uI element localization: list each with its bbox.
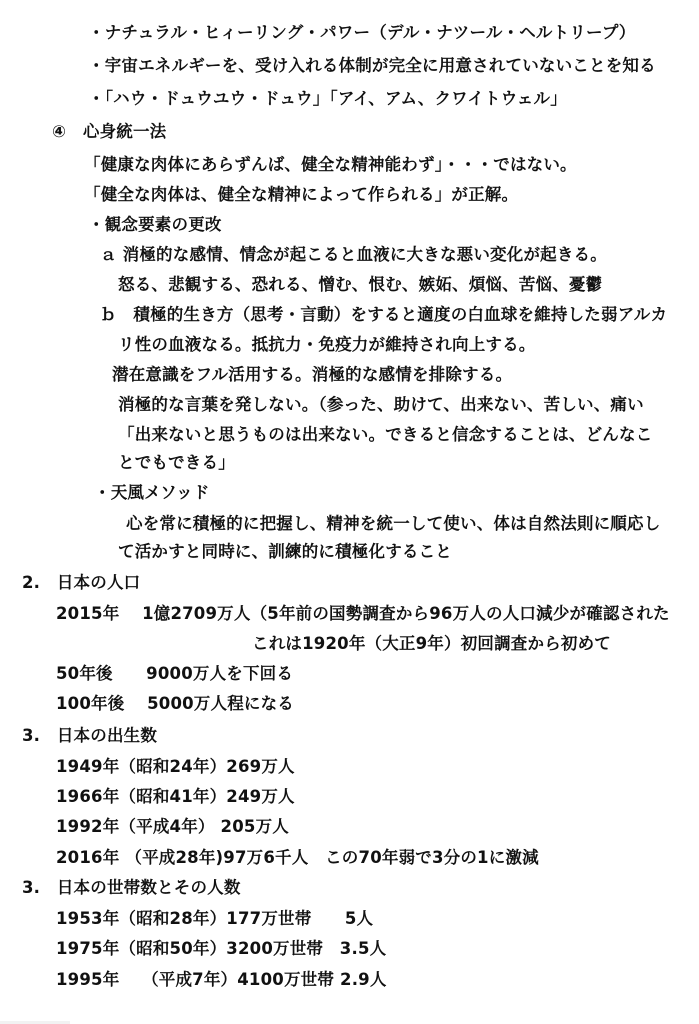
text-line-item-b-continued: リ性の血液なる。抵抗力・免疫力が維持され向上する。 xyxy=(118,335,536,354)
text-line-belief-quote: 「出来ないと思うものは出来ない。できると信念することは、どんなこ xyxy=(118,425,653,444)
section-heading-births: 3. 日本の出生数 xyxy=(22,726,158,745)
text-line-households-1975: 1975年（昭和50年）3200万世帯 3.5人 xyxy=(56,939,387,958)
text-line-negative-emotions-list: 怒る、悲観する、恐れる、憎む、恨む、嫉妬、煩悩、苦悩、憂鬱 xyxy=(118,275,603,294)
text-line-negative-words: 消極的な言葉を発しない。（参った、助けて、出来ない、苦しい、痛い xyxy=(118,395,644,414)
section-heading-mind-body-unification: ④ 心身統一法 xyxy=(52,122,167,141)
text-line-population-note: これは1920年（大正9年）初回調査から初めて xyxy=(252,634,612,653)
text-line-item-a: ａ 消極的な感情、情念が起こると血液に大きな悪い変化が起きる。 xyxy=(100,245,607,264)
text-line-population-2015: 2015年 1億2709万人（5年前の国勢調査から96万人の人口減少が確認された xyxy=(56,604,670,623)
section-heading-population: 2. 日本の人口 xyxy=(22,573,141,592)
text-line-item-b: ｂ 積極的生き方（思考・言動）をすると適度の白血球を維持した弱アルカ xyxy=(100,305,668,324)
text-line-subconscious: 潜在意識をフル活用する。消極的な感情を排除する。 xyxy=(112,365,513,384)
text-line-households-1995: 1995年 （平成7年）4100万世帯 2.9人 xyxy=(56,970,387,989)
text-line-births-1966: 1966年（昭和41年）249万人 xyxy=(56,787,295,806)
subheading-concept-renewal: ・観念要素の更改 xyxy=(88,215,222,234)
text-line-population-100-years: 100年後 5000万人程になる xyxy=(56,694,295,713)
text-line-natural-healing: ・ナチュラル・ヒィーリング・パワー（デル・ナツール・ヘルトリープ） xyxy=(88,23,636,42)
text-line-cosmic-energy: ・宇宙エネルギーを、受け入れる体制が完全に用意されていないことを知る xyxy=(88,56,656,75)
text-line-tenpu-method-continued: て活かすと同時に、訓練的に積極化すること xyxy=(118,542,452,561)
text-line-belief-quote-continued: とでもできる」 xyxy=(118,453,235,472)
subheading-tenpu-method: ・天風メソッド xyxy=(94,483,210,502)
text-line-greeting-phrase: ・「ハウ・ドュウユウ・ドュウ」「アイ、アム、クワイトウェル」 xyxy=(88,89,567,108)
section-heading-households: 3. 日本の世帯数とその人数 xyxy=(22,878,241,897)
text-line-births-2016: 2016年 （平成28年)97万6千人 この70年弱で3分の1に激減 xyxy=(56,848,539,867)
text-line-healthy-body-quote: 「健康な肉体にあらずんば、健全な精神能わず」・・・ではない。 xyxy=(84,155,577,174)
text-line-population-50-years: 50年後 9000万人を下回る xyxy=(56,664,294,683)
text-line-births-1992: 1992年（平成4年） 205万人 xyxy=(56,817,289,836)
text-line-births-1949: 1949年（昭和24年）269万人 xyxy=(56,757,295,776)
text-line-tenpu-method: 心を常に積極的に把握し、精神を統一して使い、体は自然法則に順応し xyxy=(126,514,661,533)
text-line-households-1953: 1953年（昭和28年）177万世帯 5人 xyxy=(56,909,374,928)
text-line-healthy-mind-quote: 「健全な肉体は、健全な精神によって作られる」が正解。 xyxy=(84,185,519,204)
